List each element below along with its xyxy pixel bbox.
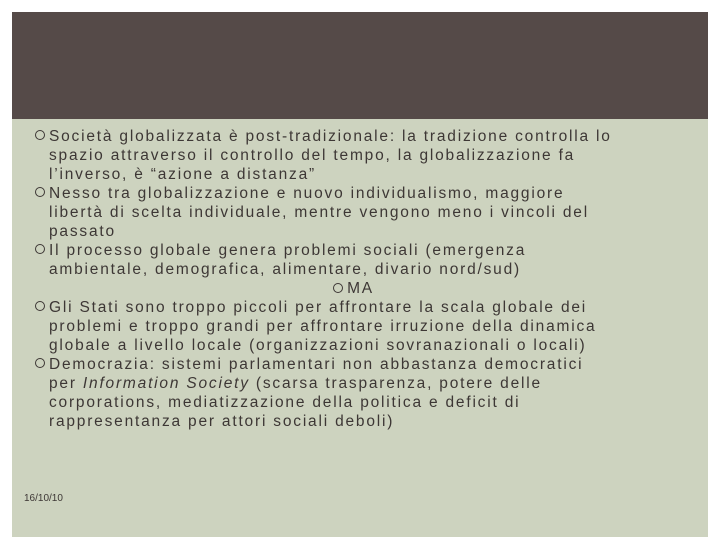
bullet-text-suffix: (scarsa trasparenza, potere delle [249, 375, 542, 392]
bullet-line: l’inverso, è “azione a distanza” [49, 166, 316, 183]
bullet-circle-icon [35, 244, 45, 254]
slide-content [26, 127, 681, 431]
footer-date: 16/10/10 [24, 493, 63, 504]
bullet-line: globale a livello locale (organizzazioni sovranazionali o locali) [49, 337, 587, 354]
bullet-line: spazio attraverso il controllo del tempo, la globalizzazione fa [49, 147, 576, 164]
bullet-line: Il processo globale genera problemi sociali (emergenza [49, 242, 527, 259]
bullet-circle-icon [35, 301, 45, 311]
bullet-line: ambientale, demografica, alimentare, divario nord/sud) [49, 261, 521, 278]
bullet-ma [26, 279, 681, 298]
bullet-globalized-society [26, 127, 681, 184]
bullet-line: Democrazia: sistemi parlamentari non abbastanza democratici [49, 356, 584, 373]
bullet-line: problemi e troppo grandi per affrontare irruzione della dinamica [49, 318, 597, 335]
bullet-line [49, 374, 681, 393]
bullet-line: MA [347, 280, 374, 297]
bullet-circle-icon [35, 130, 45, 140]
bullet-line: rappresentanza per attori sociali deboli) [49, 413, 395, 430]
bullet-line: passato [49, 223, 116, 240]
bullet-democracy [26, 355, 681, 431]
bullet-line: Nesso tra globalizzazione e nuovo individualismo, maggiore [49, 185, 565, 202]
information-society-term: Information Society [82, 375, 250, 392]
bullet-individualism [26, 184, 681, 241]
title-band [12, 12, 708, 119]
bullet-circle-icon [35, 358, 45, 368]
bullet-line: corporations, mediatizzazione della politica e deficit di [49, 394, 521, 411]
bullet-line: Società globalizzata è post-tradizionale: la tradizione controlla lo [49, 128, 612, 145]
bullet-social-problems [26, 241, 681, 279]
bullet-text-prefix: per [49, 375, 83, 392]
bullet-circle-icon [35, 187, 45, 197]
bullet-line: Gli Stati sono troppo piccoli per affrontare la scala globale dei [49, 299, 588, 316]
bullet-states [26, 298, 681, 355]
bullet-line: libertà di scelta individuale, mentre vengono meno i vincoli del [49, 204, 589, 221]
bullet-circle-icon [333, 283, 343, 293]
